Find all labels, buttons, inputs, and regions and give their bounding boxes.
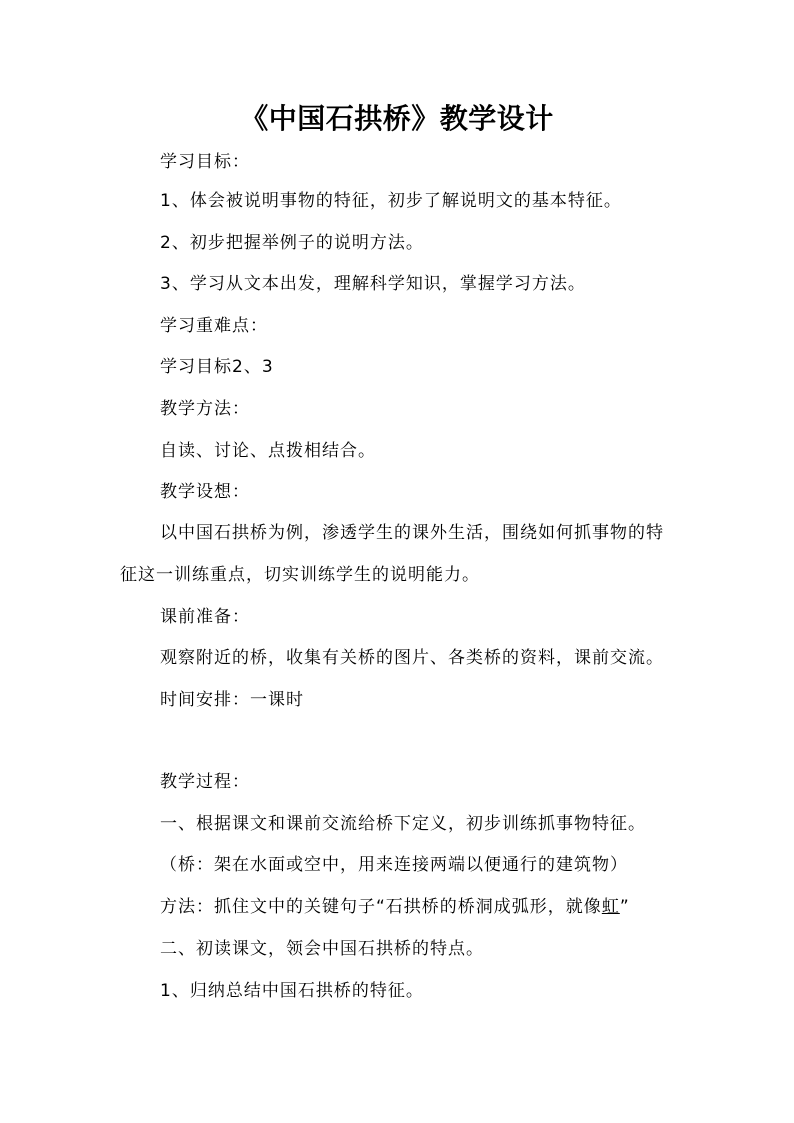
objective-1: 1、体会被说明事物的特征，初步了解说明文的基本特征。 [160,191,622,211]
bridge-definition: （桥：架在水面或空中，用来连接两端以便通行的建筑物） [160,855,628,875]
heading-teaching-methods: 教学方法： [160,399,250,419]
teaching-methods-text: 自读、讨论、点拨相结合。 [160,441,376,461]
heading-key-difficulties: 学习重难点： [160,316,268,336]
heading-teaching-process: 教学过程： [160,772,250,792]
method-line-underlined: 虹 [601,897,620,917]
preparation-text: 观察附近的桥，收集有关桥的图片、各类桥的资料，课前交流。 [160,648,664,668]
objective-3: 3、学习从文本出发，理解科学知识，掌握学习方法。 [160,274,586,294]
method-line [160,896,630,918]
method-line-prefix: 方法：抓住文中的关键句子“石拱桥的桥洞成弧形，就像 [160,897,602,917]
heading-teaching-concept: 教学设想： [160,482,250,502]
time-arrangement: 时间安排：一课时 [160,690,304,710]
teaching-concept-text-1: 以中国石拱桥为例，渗透学生的课外生活，围绕如何抓事物的特 [160,523,664,543]
process-step-2: 二、初读课文，领会中国石拱桥的特点。 [160,939,484,959]
process-substep-1: 1、归纳总结中国石拱桥的特征。 [160,981,424,1001]
heading-preparation: 课前准备： [160,607,250,627]
method-line-suffix: ” [619,897,630,917]
process-step-1: 一、根据课文和课前交流给桥下定义，初步训练抓事物特征。 [160,814,646,834]
objective-2: 2、初步把握举例子的说明方法。 [160,233,424,253]
teaching-concept-text-2: 征这一训练重点，切实训练学生的说明能力。 [120,565,480,585]
heading-learning-objectives: 学习目标： [160,152,250,172]
document-title: 《中国石拱桥》教学设计 [240,102,554,135]
key-difficulties-text: 学习目标2、3 [160,357,274,377]
